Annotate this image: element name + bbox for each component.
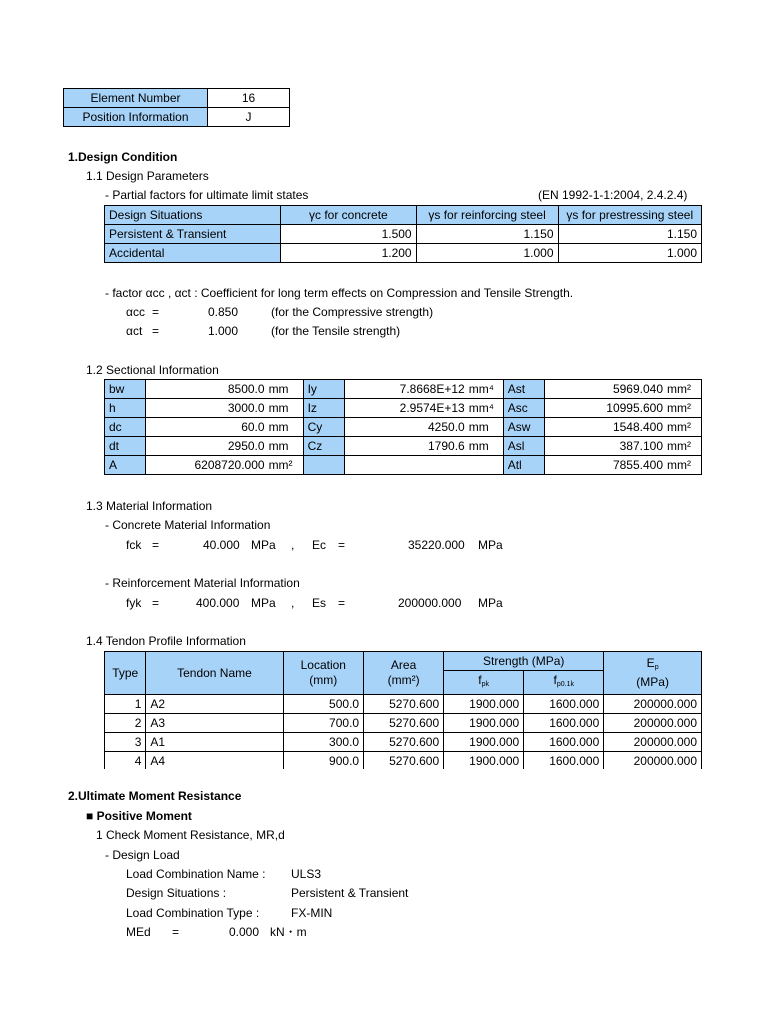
factor-row-gamma-c: 1.500 <box>281 225 417 244</box>
lc-type-value: FX-MIN <box>291 906 333 920</box>
tendon-location: 900.0 <box>283 752 364 770</box>
med-value: 0.000 <box>229 925 260 939</box>
alpha-cc-label: αcc <box>126 305 145 319</box>
fck-eq: = <box>152 538 160 552</box>
tendon-ep: 200000.000 <box>604 752 702 770</box>
factor-header-gamma-p: γs for prestressing steel <box>558 206 701 225</box>
section-prop-number: 387.100 <box>619 439 663 453</box>
section-prop-number: 5969.040 <box>612 382 663 396</box>
tendon-header-fpk: $f_{pk}$ <box>444 671 524 695</box>
factor-row-gamma-p: 1.000 <box>558 244 701 263</box>
es-label: Es <box>312 596 327 610</box>
rebar-info-label: - Reinforcement Material Information <box>105 576 300 590</box>
tendon-location-unit: (mm) <box>309 673 338 687</box>
section-prop-number: 3000.0 <box>227 401 265 415</box>
design-load-label: - Design Load <box>105 848 180 862</box>
section-prop-label <box>303 456 344 475</box>
concrete-info-label: - Concrete Material Information <box>105 518 271 532</box>
tendon-fpk: 1900.000 <box>444 752 524 770</box>
fck-value: 40.000 <box>203 538 240 552</box>
tendon-area: 5270.600 <box>364 752 444 770</box>
section-prop-number: 2950.0 <box>227 439 265 453</box>
fyk-unit: MPa <box>251 596 276 610</box>
tendon-header-ep <box>604 652 702 695</box>
factor-row-situation: Accidental <box>105 244 281 263</box>
tendon-type: 1 <box>105 695 146 714</box>
factor-header-gamma-c: γc for concrete <box>281 206 417 225</box>
tendon-type: 2 <box>105 714 146 733</box>
factor-row-gamma-s: 1.150 <box>416 225 558 244</box>
section-prop-unit: mm <box>268 420 289 434</box>
section-prop-label: Cz <box>303 437 344 456</box>
section-prop-unit: mm² <box>667 458 691 472</box>
section-prop-value <box>146 399 304 418</box>
section-table-row <box>105 437 702 456</box>
factor-row-gamma-c: 1.200 <box>281 244 417 263</box>
section-table-row <box>105 456 702 475</box>
section-table-row <box>105 380 702 399</box>
tendon-location: 500.0 <box>283 695 364 714</box>
section-prop-value <box>545 456 702 475</box>
tendon-ep: 200000.000 <box>604 714 702 733</box>
med-unit: kN・m <box>270 925 307 939</box>
tendon-header-location <box>283 652 364 695</box>
med-eq: = <box>172 925 180 939</box>
factor-header-situation: Design Situations <box>105 206 281 225</box>
section-prop-value <box>146 437 304 456</box>
section-prop-number: 6208720.000 <box>194 458 265 472</box>
section2-heading: 2.Ultimate Moment Resistance <box>68 789 242 803</box>
check-moment-resistance: 1 Check Moment Resistance, MR,d <box>96 828 285 842</box>
section-prop-label: Atl <box>503 456 544 475</box>
tendon-row <box>105 695 702 714</box>
alpha-ct-value: 1.000 <box>208 324 239 338</box>
factor-row-gamma-s: 1.000 <box>416 244 558 263</box>
section-prop-label: dc <box>105 418 146 437</box>
section-prop-label: Asw <box>503 418 544 437</box>
tendon-row <box>105 733 702 752</box>
section-prop-value <box>146 456 304 475</box>
subsection-1-1: 1.1 Design Parameters <box>86 169 209 183</box>
section-prop-number: 7.8668E+12 <box>399 382 465 396</box>
section-prop-unit: mm² <box>667 439 691 453</box>
section-prop-value <box>545 418 702 437</box>
tendon-table-clip <box>104 651 702 769</box>
alpha-ct-eq: = <box>152 324 160 338</box>
section-prop-unit: mm² <box>268 458 293 472</box>
factor-header-gamma-s: γs for reinforcing steel <box>416 206 558 225</box>
tendon-location-label: Location <box>300 658 346 672</box>
section1-heading: 1.Design Condition <box>68 150 178 164</box>
element-info-table <box>63 88 290 127</box>
tendon-fp01k: 1600.000 <box>524 714 604 733</box>
tendon-name: A3 <box>146 714 283 733</box>
alpha-note: - factor αcc , αct : Coefficient for long term effects on Compression and Tensile Strength. <box>105 286 574 300</box>
factor-table-clip <box>104 205 702 265</box>
section-prop-value <box>545 399 702 418</box>
tendon-fp01k: 1600.000 <box>524 752 604 770</box>
section-prop-label: A <box>105 456 146 475</box>
fck-unit: MPa <box>251 538 276 552</box>
partial-factors-label: - Partial factors for ultimate limit states <box>105 188 309 202</box>
section-prop-value <box>545 437 702 456</box>
section-table <box>104 379 702 475</box>
section-prop-value <box>146 380 304 399</box>
section-prop-unit: mm <box>268 382 289 396</box>
section-table-row <box>105 399 702 418</box>
factor-row-situation: Persistent & Transient <box>105 225 281 244</box>
section-prop-label: Ast <box>503 380 544 399</box>
tendon-fpk: 1900.000 <box>444 714 524 733</box>
fyk-eq: = <box>152 596 160 610</box>
tendon-row <box>105 714 702 733</box>
section-prop-unit: mm <box>468 439 489 453</box>
section-prop-number: 1790.6 <box>428 439 465 453</box>
section-prop-label: bw <box>105 380 146 399</box>
tendon-table <box>104 651 702 769</box>
section-prop-number: 7855.400 <box>612 458 663 472</box>
alpha-cc-desc: (for the Compressive strength) <box>271 305 434 319</box>
tendon-row <box>105 752 702 770</box>
lc-name-label: Load Combination Name : <box>126 867 266 881</box>
subsection-1-2: 1.2 Sectional Information <box>86 363 219 377</box>
eurocode-reference: (EN 1992-1-1:2004, 2.4.2.4) <box>538 188 688 202</box>
ec-label: Ec <box>312 538 327 552</box>
tendon-location: 300.0 <box>283 733 364 752</box>
tendon-ep: 200000.000 <box>604 733 702 752</box>
tendon-area: 5270.600 <box>364 695 444 714</box>
tendon-name: A1 <box>146 733 283 752</box>
tendon-fpk: 1900.000 <box>444 695 524 714</box>
fyk-value: 400.000 <box>196 596 240 610</box>
tendon-type: 4 <box>105 752 146 770</box>
tendon-header-type: Type <box>105 652 146 695</box>
section-prop-label: Iy <box>303 380 344 399</box>
ec-unit: MPa <box>478 538 503 552</box>
alpha-cc-eq: = <box>152 305 160 319</box>
design-situation-value: Persistent & Transient <box>291 886 409 900</box>
tendon-ep: 200000.000 <box>604 695 702 714</box>
alpha-ct-label: αct <box>126 324 143 338</box>
tendon-location: 700.0 <box>283 714 364 733</box>
element-number-label: Element Number <box>64 89 208 108</box>
section-prop-unit: mm <box>468 420 489 434</box>
partial-factor-table <box>104 205 702 263</box>
es-value: 200000.000 <box>398 596 462 610</box>
subsection-1-4: 1.4 Tendon Profile Information <box>86 634 246 648</box>
position-value: J <box>208 108 290 127</box>
section-prop-unit: mm <box>268 439 289 453</box>
design-situation-label: Design Situations : <box>126 886 227 900</box>
lc-type-label: Load Combination Type : <box>126 906 260 920</box>
section-prop-label: dt <box>105 437 146 456</box>
position-label: Position Information <box>64 108 208 127</box>
section-prop-label: Asl <box>503 437 544 456</box>
tendon-ep-unit: (MPa) <box>636 675 669 689</box>
section-prop-value <box>146 418 304 437</box>
tendon-header-strength: Strength (MPa) <box>444 652 604 671</box>
section-prop-value <box>545 380 702 399</box>
section-prop-value <box>344 399 503 418</box>
tendon-type: 3 <box>105 733 146 752</box>
section-table-row <box>105 418 702 437</box>
ec-eq: = <box>338 538 346 552</box>
section-prop-number: 4250.0 <box>428 420 465 434</box>
ec-value: 35220.000 <box>408 538 465 552</box>
es-unit: MPa <box>478 596 503 610</box>
med-label: MEd <box>126 925 151 939</box>
alpha-ct-desc: (for the Tensile strength) <box>271 324 401 338</box>
section-prop-unit: mm² <box>667 420 691 434</box>
section-prop-number: 8500.0 <box>227 382 265 396</box>
section-prop-unit: mm⁴ <box>468 382 494 396</box>
section-table-clip <box>104 379 702 479</box>
section-prop-number: 1548.400 <box>612 420 663 434</box>
tendon-area: 5270.600 <box>364 714 444 733</box>
tendon-name: A4 <box>146 752 283 770</box>
tendon-fpk: 1900.000 <box>444 733 524 752</box>
section-prop-value <box>344 437 503 456</box>
section-prop-value <box>344 418 503 437</box>
section-prop-label: Cy <box>303 418 344 437</box>
section-prop-label: Iz <box>303 399 344 418</box>
tendon-fp01k: 1600.000 <box>524 733 604 752</box>
section-prop-unit: mm² <box>667 401 691 415</box>
tendon-ep-label: $E_p$ <box>646 656 659 671</box>
tendon-area-unit: (mm²) <box>387 673 420 687</box>
subsection-1-3: 1.3 Material Information <box>86 499 213 513</box>
section-prop-number: 2.9574E+13 <box>399 401 465 415</box>
tendon-area: 5270.600 <box>364 733 444 752</box>
section-prop-label: Asc <box>503 399 544 418</box>
section-prop-value <box>344 456 503 475</box>
section-prop-number: 10995.600 <box>606 401 663 415</box>
fyk-comma: , <box>291 596 295 610</box>
section-prop-unit: mm² <box>667 382 691 396</box>
tendon-fp01k: 1600.000 <box>524 695 604 714</box>
tendon-header-fp01k: $f_{p0.1k}$ <box>524 671 604 695</box>
factor-row-gamma-p: 1.150 <box>558 225 701 244</box>
fck-label: fck <box>126 538 142 552</box>
element-number-value: 16 <box>208 89 290 108</box>
section-prop-unit: mm⁴ <box>468 401 494 415</box>
section-prop-unit: mm <box>268 401 289 415</box>
tendon-header-area <box>364 652 444 695</box>
section-prop-label: h <box>105 399 146 418</box>
alpha-cc-value: 0.850 <box>208 305 239 319</box>
fyk-label: fyk <box>126 596 142 610</box>
fck-comma: , <box>291 538 295 552</box>
section-prop-value <box>344 380 503 399</box>
tendon-name: A2 <box>146 695 283 714</box>
tendon-area-label: Area <box>390 658 417 672</box>
section-prop-number: 60.0 <box>241 420 265 434</box>
positive-moment-heading: ■ Positive Moment <box>86 809 192 823</box>
lc-name-value: ULS3 <box>291 867 322 881</box>
es-eq: = <box>338 596 346 610</box>
tendon-header-name: Tendon Name <box>146 652 283 695</box>
